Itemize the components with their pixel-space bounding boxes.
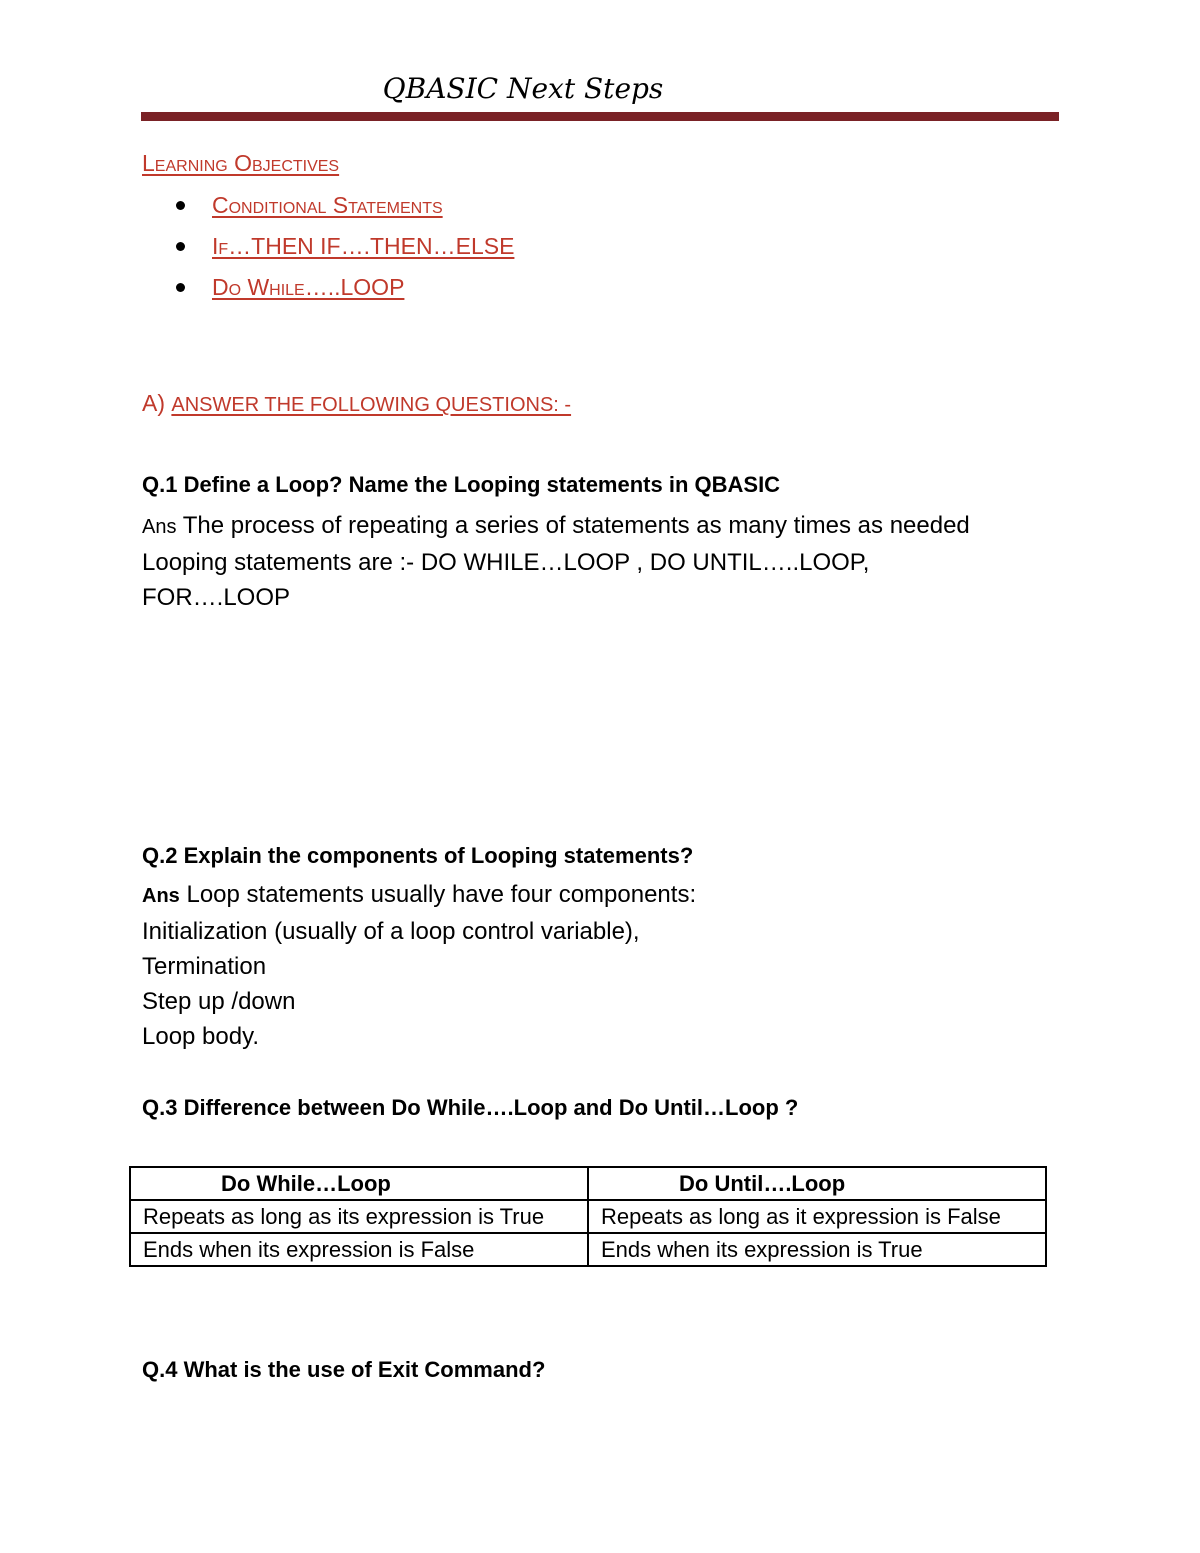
header-divider [141, 112, 1059, 121]
table-header-cell: Do While…Loop [130, 1167, 588, 1200]
table-cell: Ends when its expression is True [588, 1233, 1046, 1266]
table-header-cell: Do Until….Loop [588, 1167, 1046, 1200]
table-cell: Repeats as long as its expression is True [130, 1200, 588, 1233]
answer-line: Looping statements are :- DO WHILE…LOOP , DO UNTIL…..LOOP, FOR….LOOP [142, 549, 870, 611]
answer-2 [142, 877, 1022, 1054]
section-a-prefix: A) [142, 390, 165, 416]
answer-line: Termination [142, 953, 267, 980]
answer-label: Ans [142, 885, 180, 907]
objective-label: Do While…..LOOP [212, 274, 405, 300]
bullet-icon [176, 283, 185, 292]
table-row [130, 1200, 1046, 1233]
document-title: QBASIC Next Steps [382, 72, 664, 105]
section-a-heading [142, 390, 571, 417]
answer-line: Step up /down [142, 988, 296, 1015]
objective-label: If…THEN IF….THEN…ELSE [212, 233, 515, 259]
table-cell: Repeats as long as it expression is False [588, 1200, 1046, 1233]
bullet-icon [176, 242, 185, 251]
question-1: Q.1 Define a Loop? Name the Looping statements in QBASIC [142, 472, 781, 497]
table-header-row [130, 1167, 1046, 1200]
table-cell: Ends when its expression is False [130, 1233, 588, 1266]
answer-line: The process of repeating a series of statements as many times as needed [182, 512, 970, 539]
question-4: Q.4 What is the use of Exit Command? [142, 1357, 546, 1382]
answer-line: Loop body. [142, 1023, 259, 1050]
answer-label: Ans [142, 516, 177, 538]
comparison-table [129, 1166, 1047, 1267]
learning-objectives-heading: Learning Objectives [142, 150, 340, 176]
section-a-title: ANSWER THE FOLLOWING QUESTIONS: - [171, 394, 572, 416]
objective-label: Conditional Statements [212, 192, 443, 218]
table-row [130, 1233, 1046, 1266]
bullet-icon [176, 201, 185, 210]
answer-line: Loop statements usually have four components: [186, 881, 697, 908]
answer-line: Initialization (usually of a loop control variable), [142, 918, 640, 945]
question-2: Q.2 Explain the components of Looping statements? [142, 843, 694, 868]
question-3: Q.3 Difference between Do While….Loop and Do Until…Loop ? [142, 1095, 799, 1120]
answer-1 [142, 508, 1022, 615]
